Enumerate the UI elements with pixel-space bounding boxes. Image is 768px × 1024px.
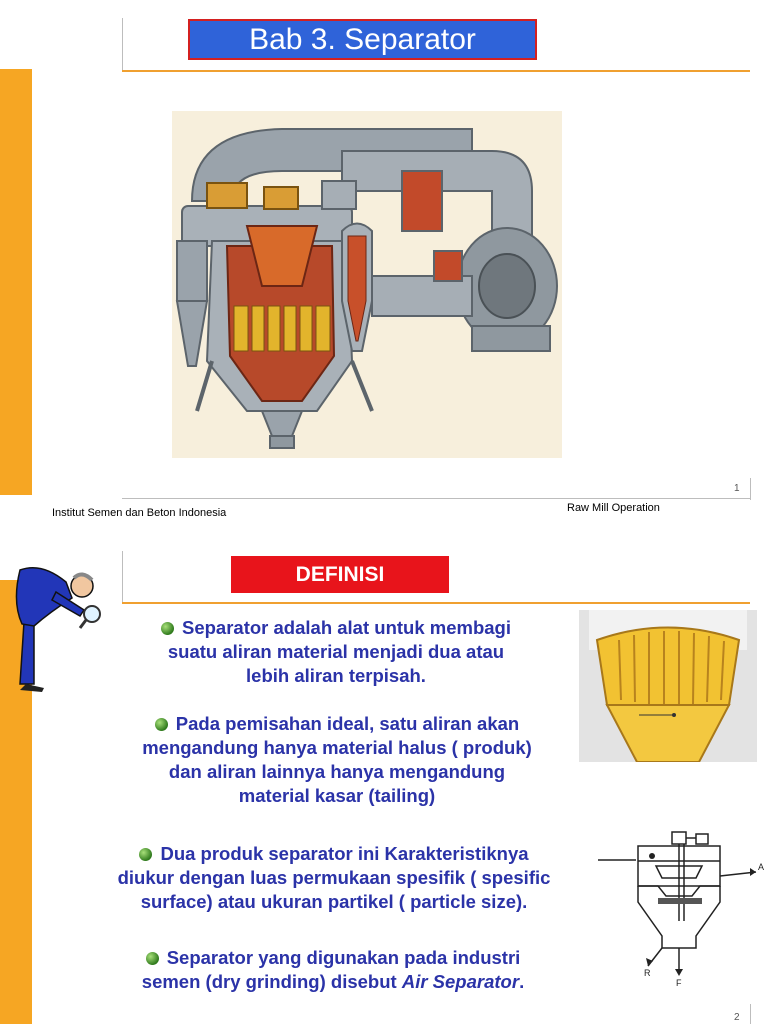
slide2-title-vline (122, 551, 123, 604)
slide2-title-rule (122, 602, 750, 604)
slide2-heading: DEFINISI (231, 556, 449, 593)
bullet-4-line-2-post: . (519, 971, 525, 992)
bullet-1-line-3: lebih aliran terpisah. (246, 665, 426, 686)
bullet-1 (98, 616, 574, 688)
bullet-3-line-2: diukur dengan luas permukaan spesifik ( spesific (117, 867, 551, 888)
bullet-dot-icon (155, 718, 168, 731)
bullet-4 (90, 946, 576, 994)
diagram-label-a: A (758, 862, 765, 872)
slide1-title-rule (122, 70, 750, 72)
slide1-side-bar (0, 69, 32, 495)
slide1-title: Bab 3. Separator (188, 19, 537, 60)
slide1-footer-rule (122, 498, 750, 499)
bullet-4-line-2-pre: semen (dry grinding) disebut (141, 971, 402, 992)
bullet-3-line-3: surface) atau ukuran partikel ( particle size). (140, 891, 528, 912)
slide1-footer-left: Institut Semen dan Beton Indonesia (52, 507, 227, 519)
bullet-2-line-4: material kasar (tailing) (238, 785, 436, 806)
bullet-2-line-1: Pada pemisahan ideal, satu aliran akan (175, 713, 520, 734)
bullet-4-air-separator: Air Separator (401, 971, 520, 992)
inspector-cartoon-icon (6, 562, 104, 692)
separator-cutaway-photo (579, 610, 757, 762)
bullet-2 (92, 712, 582, 808)
diagram-label-r: R (644, 968, 651, 978)
bullet-2-line-3: dan aliran lainnya hanya mengandung (168, 761, 506, 782)
bullet-2-line-2: mengandung hanya material halus ( produk) (142, 737, 532, 758)
slide1-title-vline (122, 18, 123, 72)
bullet-dot-icon (146, 952, 159, 965)
slide2-page-number: 2 (734, 1012, 740, 1023)
slide1-page-number: 1 (734, 483, 740, 494)
bullet-1-line-1: Separator adalah alat untuk membagi (182, 617, 511, 638)
diagram-label-f: F (676, 978, 682, 988)
slide1-footer-right: Raw Mill Operation (567, 502, 660, 514)
separator-schematic-diagram (596, 826, 768, 992)
bullet-dot-icon (139, 848, 152, 861)
bullet-3 (76, 842, 592, 914)
slide2-footer-vline (750, 1004, 751, 1024)
bullet-3-line-1: Dua produk separator ini Karakteristiknya (160, 843, 529, 864)
slide1-footer-vline (750, 478, 751, 500)
bullet-dot-icon (161, 622, 174, 635)
bullet-4-line-1: Separator yang digunakan pada industri (166, 947, 521, 968)
separator-machine-illustration (172, 111, 562, 458)
bullet-1-line-2: suatu aliran material menjadi dua atau (167, 641, 505, 662)
